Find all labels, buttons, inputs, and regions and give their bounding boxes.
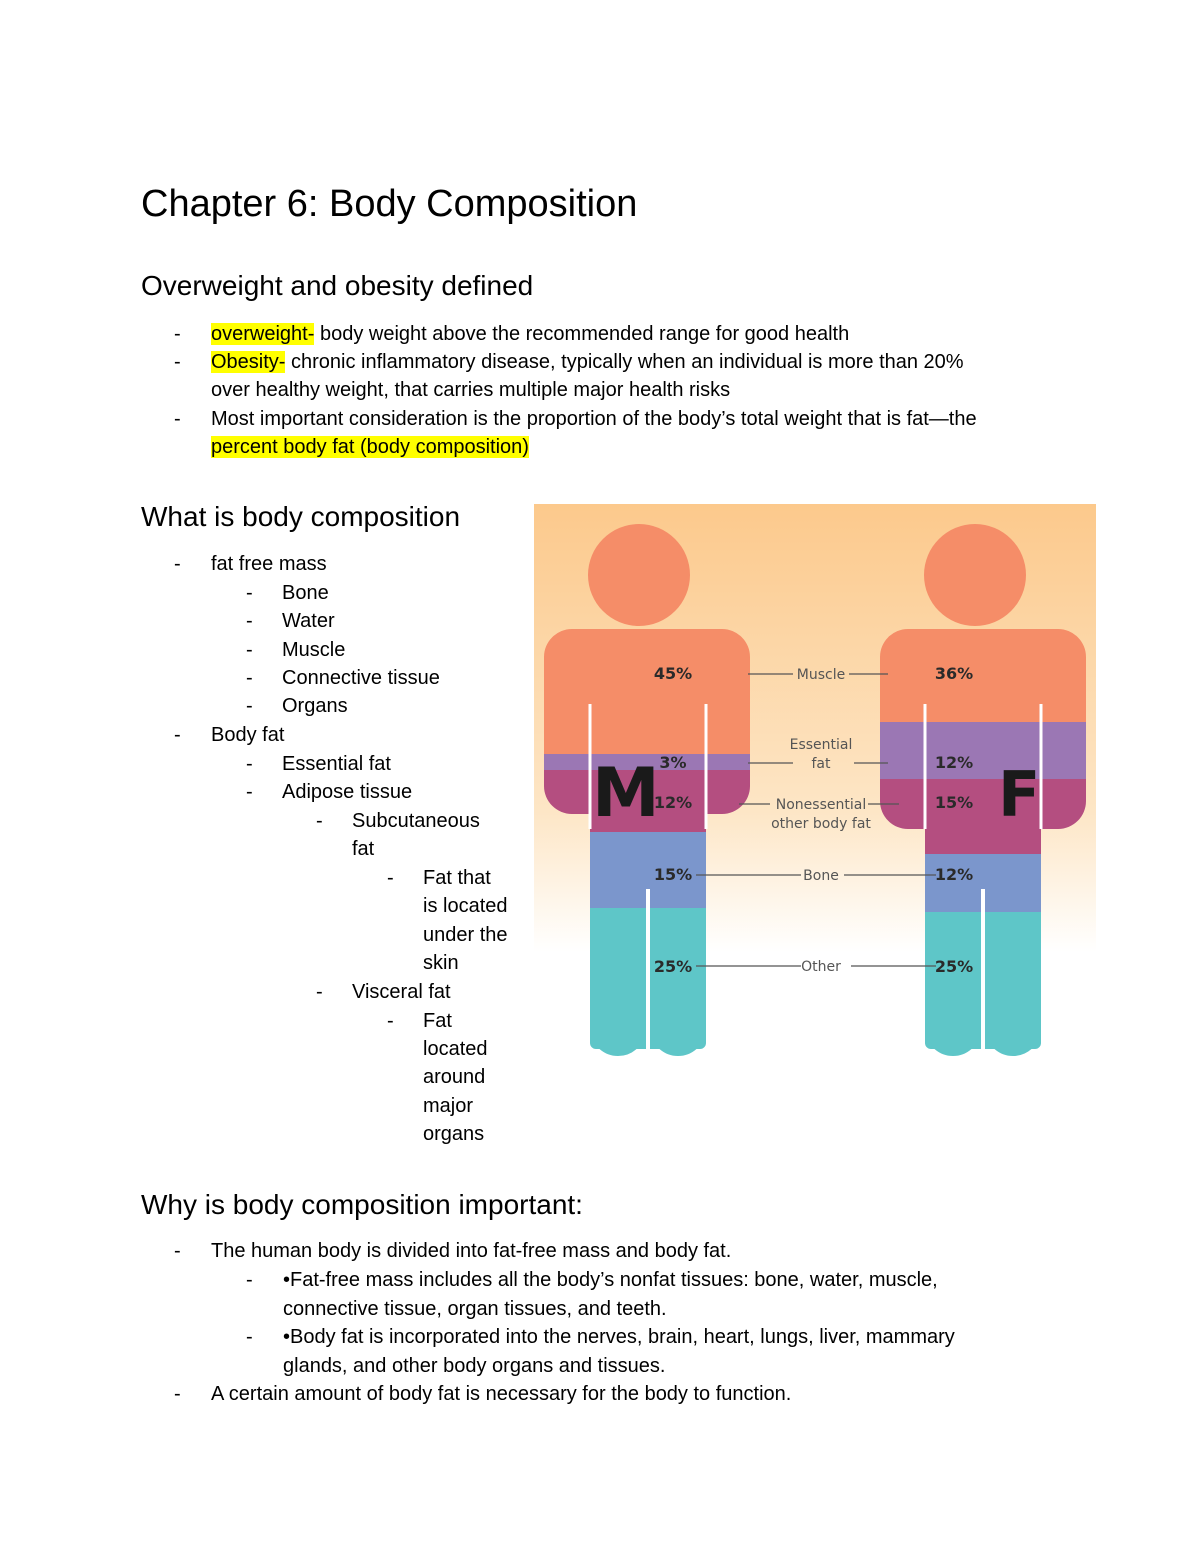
female-letter: F: [998, 758, 1041, 831]
label-nonessential-line2: other body fat: [771, 816, 871, 832]
label-bone: Bone: [803, 868, 839, 884]
definition-text: chronic inflammatory disease, typically when an individual is more than 20%: [285, 351, 964, 373]
bullet-dash: -: [174, 553, 181, 575]
page-title: Chapter 6: Body Composition: [141, 183, 638, 225]
male-nonessential-value: 12%: [653, 793, 693, 812]
female-bone-value: 12%: [934, 865, 974, 884]
list-item: •Body fat is incorporated into the nerves, brain, heart, lungs, liver, mammary: [283, 1326, 955, 1348]
bullet-dash: -: [246, 695, 253, 717]
highlight-term: percent body fat (body composition): [211, 436, 529, 458]
list-item: fat: [352, 838, 375, 860]
definition-text: body weight above the recommended range for good health: [314, 323, 850, 345]
male-bone-value: 15%: [653, 865, 693, 884]
bullet-dash: -: [316, 810, 323, 832]
list-item: Essential fat: [282, 753, 391, 775]
bullet-dash: -: [246, 610, 253, 632]
list-item-continued: glands, and other body organs and tissues.: [283, 1355, 666, 1377]
body-composition-figure: [534, 504, 1096, 1064]
bullet-dash: -: [246, 639, 253, 661]
list-item: major: [423, 1095, 474, 1117]
list-item: Connective tissue: [282, 667, 440, 689]
bullet-dash: -: [246, 781, 253, 803]
bullet-dash: -: [246, 582, 253, 604]
bullet-dash: -: [246, 1269, 253, 1291]
list-item: Body fat: [211, 724, 285, 746]
list-item: Organs: [282, 695, 348, 717]
label-nonessential-line1: Nonessential: [775, 797, 867, 813]
male-other-value: 25%: [653, 957, 693, 976]
bullet-dash: -: [316, 981, 323, 1003]
list-item-percent-fat: Most important consideration is the proportion of the body’s total weight that is fat—the: [211, 408, 977, 430]
highlight-line: [211, 433, 529, 462]
female-other-value: 25%: [934, 957, 974, 976]
bullet-dash: -: [174, 351, 181, 373]
list-item: around: [423, 1066, 486, 1088]
list-item-overweight: [211, 320, 849, 349]
list-item: Muscle: [282, 639, 346, 661]
bullet-dash: -: [174, 323, 181, 345]
list-item: located: [423, 1038, 488, 1060]
section-heading-overweight: Overweight and obesity defined: [141, 270, 534, 301]
list-item-obesity: [211, 348, 964, 377]
list-item: Fat: [423, 1010, 452, 1032]
bullet-dash: -: [387, 1010, 394, 1032]
list-item: skin: [423, 952, 459, 974]
male-essential-value: 3%: [659, 753, 687, 772]
list-item: Subcutaneous: [352, 810, 480, 832]
section-heading-importance: Why is body composition important:: [141, 1189, 583, 1220]
list-item: fat free mass: [211, 553, 327, 575]
list-item: Water: [282, 610, 335, 632]
bullet-dash: -: [174, 724, 181, 746]
list-item: •Fat-free mass includes all the body’s nonfat tissues: bone, water, muscle,: [283, 1269, 938, 1291]
list-item-continued: connective tissue, organ tissues, and teeth.: [283, 1298, 667, 1320]
list-item: is located: [423, 895, 508, 917]
bullet-dash: -: [174, 1383, 181, 1405]
female-nonessential-value: 15%: [934, 793, 974, 812]
bullet-dash: -: [246, 667, 253, 689]
bullet-dash: -: [246, 753, 253, 775]
highlight-term: overweight-: [211, 323, 315, 345]
female-muscle-value: 36%: [934, 664, 974, 683]
bullet-dash: -: [174, 408, 181, 430]
label-essential-line1: Essential: [789, 737, 853, 753]
list-item: A certain amount of body fat is necessary for the body to function.: [211, 1383, 792, 1405]
definition-continued: over healthy weight, that carries multiple major health risks: [211, 379, 731, 401]
list-item: under the: [423, 924, 508, 946]
list-item: Adipose tissue: [282, 781, 413, 803]
section-heading-body-composition: What is body composition: [141, 501, 461, 532]
list-item: Visceral fat: [352, 981, 451, 1003]
male-letter: M: [592, 754, 660, 833]
list-item: Fat that: [423, 867, 491, 889]
female-essential-fat-band: [864, 722, 1096, 779]
male-muscle-value: 45%: [653, 664, 693, 683]
bullet-dash: -: [387, 867, 394, 889]
highlight-term: Obesity-: [211, 351, 286, 373]
label-other: Other: [801, 959, 841, 975]
list-item: Bone: [282, 582, 329, 604]
label-essential-line2: fat: [811, 756, 831, 772]
list-item: organs: [423, 1123, 485, 1145]
label-muscle: Muscle: [796, 667, 846, 683]
female-essential-value: 12%: [934, 753, 974, 772]
list-item: The human body is divided into fat-free mass and body fat.: [211, 1240, 732, 1262]
bullet-dash: -: [246, 1326, 253, 1348]
bullet-dash: -: [174, 1240, 181, 1262]
